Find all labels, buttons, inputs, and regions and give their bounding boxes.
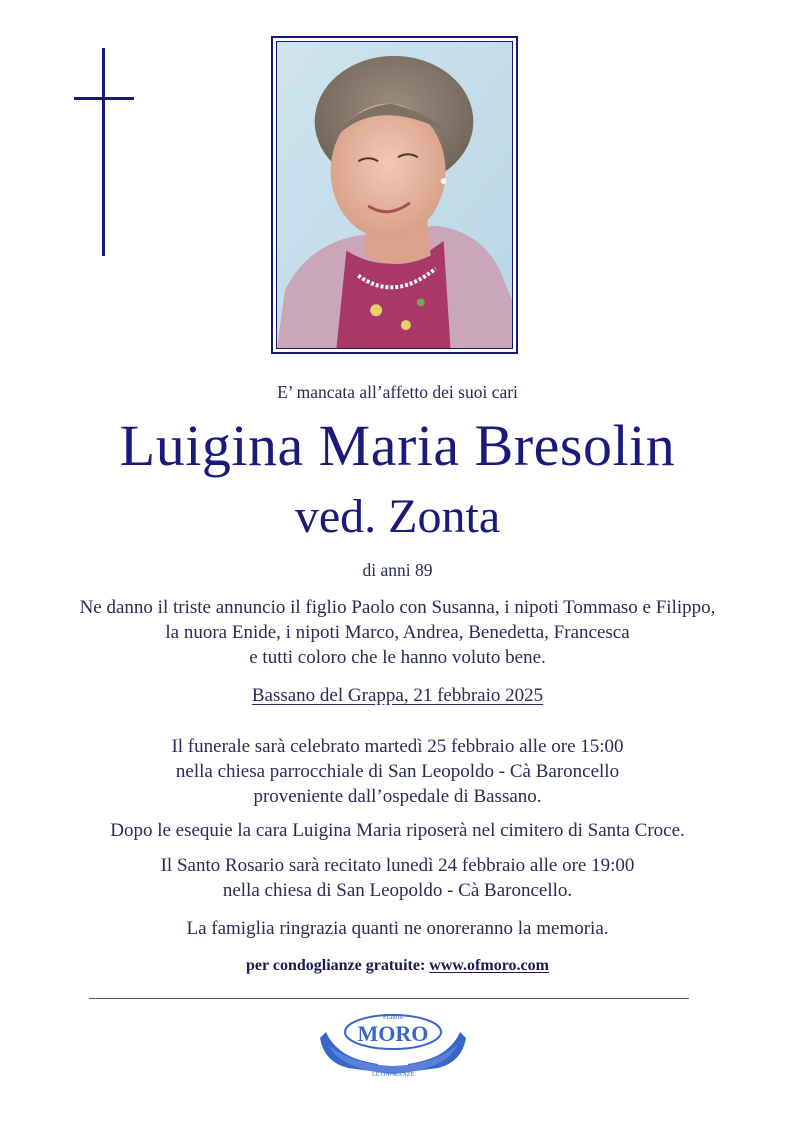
burial-info: Dopo le esequie la cara Luigina Maria riposerà nel cimitero di Santa Croce. xyxy=(110,820,685,841)
announcement-line: e tutti coloro che le hanno voluto bene. xyxy=(249,647,546,668)
thanks-text: La famiglia ringrazia quanti ne onoreranno la memoria. xyxy=(186,918,609,939)
moro-logo xyxy=(318,1010,468,1080)
married-name: ved. Zonta xyxy=(294,490,501,543)
deceased-name: Luigina Maria Bresolin xyxy=(119,413,676,478)
intro-text: E’ mancata all’affetto dei suoi cari xyxy=(277,382,518,402)
place-date: Bassano del Grappa, 21 febbraio 2025 xyxy=(251,685,544,706)
cross-icon xyxy=(74,48,134,256)
svg-text:MORO: MORO xyxy=(357,1021,429,1046)
age-text: di anni 89 xyxy=(362,560,433,580)
condolences-label: per condoglianze gratuite: xyxy=(246,957,426,974)
funeral-line: Il funerale sarà celebrato martedì 25 febbraio alle ore 15:00 xyxy=(171,736,624,757)
funeral-line: nella chiesa parrocchiale di San Leopoldo - Cà Baroncello xyxy=(175,761,620,782)
rosary-line: Il Santo Rosario sarà recitato lunedì 24 febbraio alle ore 19:00 xyxy=(160,855,635,876)
portrait-frame xyxy=(271,36,518,354)
rosary-line: nella chiesa di San Leopoldo - Cà Baroncello. xyxy=(222,880,573,901)
divider xyxy=(89,998,689,999)
funeral-info xyxy=(0,734,795,809)
svg-text:LE ONORANZE: LE ONORANZE xyxy=(372,1072,414,1078)
condolences xyxy=(0,957,795,975)
funeral-line: proveniente dall’ospedale di Bassano. xyxy=(253,786,542,807)
announcement xyxy=(0,595,795,670)
svg-text:Fratelli: Fratelli xyxy=(382,1013,404,1021)
announcement-line: Ne danno il triste annuncio il figlio Paolo con Susanna, i nipoti Tommaso e Filippo, xyxy=(79,597,716,618)
rosary-info xyxy=(0,853,795,903)
portrait-photo xyxy=(276,41,513,349)
announcement-line: la nuora Enide, i nipoti Marco, Andrea, Benedetta, Francesca xyxy=(165,622,630,643)
condolences-link[interactable]: www.ofmoro.com xyxy=(429,957,549,974)
